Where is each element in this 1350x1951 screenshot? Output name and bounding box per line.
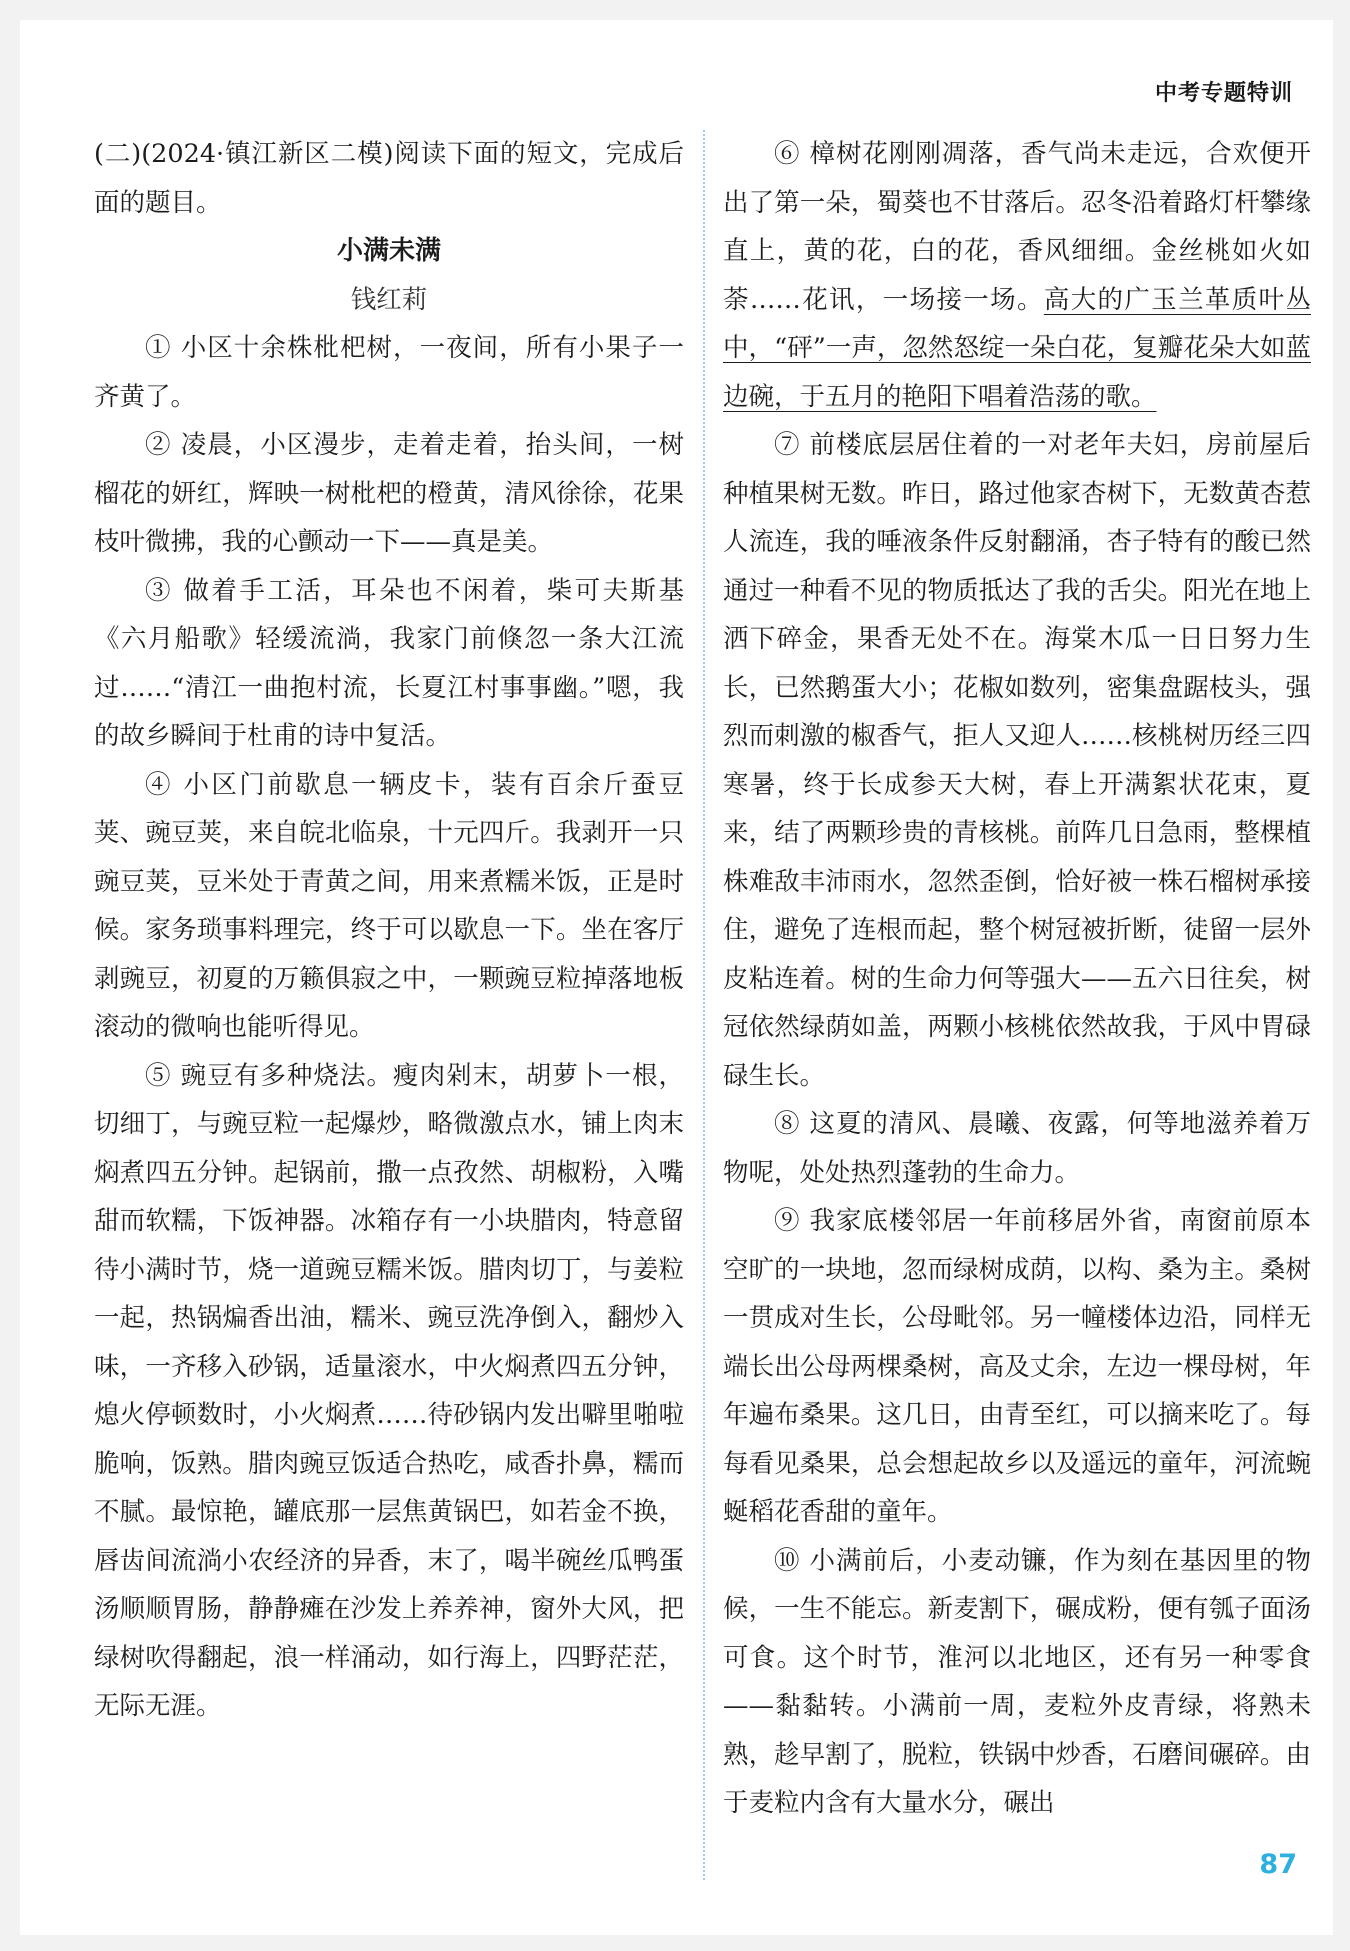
paragraph-6-text: ⑥ 樟树花刚刚凋落，香气尚未走远，合欢便开出了第一朵，蜀葵也不甘落后。忍冬沿着路灯杆攀缘直上，黄的花，白的花，香风细细。金丝桃如火如荼……花讯，一场接一场。	[723, 139, 1311, 315]
paragraph-10: ⑩ 小满前后，小麦动镰，作为刻在基因里的物候，一生不能忘。新麦割下，碾成粉，便有瓠子面汤可食。这个时节，淮河以北地区，还有另一种零食——黏黏转。小满前一周，麦粒外皮青绿，将熟未熟，趁早割了，脱粒，铁锅中炒香，石磨间碾碎。由于麦粒内含有大量水分，碾出	[723, 1545, 1311, 1818]
section-title: 中考专题特训	[1154, 81, 1293, 106]
paragraph-7: ⑦ 前楼底层居住着的一对老年夫妇，房前屋后种植果树无数。昨日，路过他家杏树下，无数黄杏惹人流连，我的唾液条件反射翻涌，杏子特有的酸已然通过一种看不见的物质抵达了我的舌尖。阳光在地上洒下碎金，果香无处不在。海棠木瓜一日日努力生长，已然鹅蛋大小；花椒如数列，密集盘踞枝头，强烈而刺激的椒香气，拒人又迎人……核桃树历经三四寒暑，终于长成参天大树，春上开满絮状花束，夏来，结了两颗珍贵的青核桃。前阵几日急雨，整棵植株难敌丰沛雨水，忽然歪倒，恰好被一株石榴树承接住，避免了连根而起，整个树冠被折断，徒留一层外皮粘连着。树的生命力何等强大——五六日往矣，树冠依然绿荫如盖，两颗小核桃依然故我，于风中胃碌碌生长。	[723, 430, 1311, 1091]
story-author: 钱红莉	[350, 284, 428, 315]
paragraph-9: ⑨ 我家底楼邻居一年前移居外省，南窗前原本空旷的一块地，忽而绿树成荫，以构、桑为主。桑树一贯成对生长，公母毗邻。另一幢楼体边沿，同样无端长出公母两棵桑树，高及丈余，左边一棵母树，年年遍布桑果。这几日，由青至红，可以摘来吃了。每每看见桑果，总会想起故乡以及遥远的童年，河流蜿蜒稻花香甜的童年。	[723, 1206, 1311, 1527]
question-intro: (二)(2024·镇江新区二模)阅读下面的短文，完成后面的题目。	[94, 139, 684, 218]
paragraph-6	[723, 130, 1311, 421]
page-number: 87	[1259, 1849, 1297, 1880]
paragraph-4: ④ 小区门前歇息一辆皮卡，装有百余斤蚕豆荚、豌豆荚，来自皖北临泉，十元四斤。我剥开一只豌豆荚，豆米处于青黄之间，用来煮糯米饭，正是时候。家务琐事料理完，终于可以歇息一下。坐在客厅剥豌豆，初夏的万籁俱寂之中，一颗豌豆粒掉落地板滚动的微响也能听得见。	[94, 769, 684, 1042]
right-column	[723, 130, 1311, 1828]
paragraph-3: ③ 做着手工活，耳朵也不闲着，柴可夫斯基《六月船歌》轻缓流淌，我家门前倏忽一条大江流过……“清江一曲抱村流，长夏江村事事幽。”嗯，我的故乡瞬间于杜甫的诗中复活。	[94, 575, 684, 751]
paragraph-8: ⑧ 这夏的清风、晨曦、夜露，何等地滋养着万物呢，处处热烈蓬勃的生命力。	[723, 1109, 1311, 1188]
column-divider	[703, 130, 705, 1880]
paragraph-5: ⑤ 豌豆有多种烧法。瘦肉剁末，胡萝卜一根，切细丁，与豌豆粒一起爆炒，略微激点水，铺上肉末焖煮四五分钟。起锅前，撒一点孜然、胡椒粉，入嘴甜而软糯，下饭神器。冰箱存有一小块腊肉，特意留待小满时节，烧一道豌豆糯米饭。腊肉切丁，与姜粒一起，热锅煸香出油，糯米、豌豆洗净倒入，翻炒入味，一齐移入砂锅，适量滚水，中火焖煮四五分钟，熄火停顿数时，小火焖煮……待砂锅内发出噼里啪啦脆响，饭熟。腊肉豌豆饭适合热吃，咸香扑鼻，糯而不腻。最惊艳，罐底那一层焦黄锅巴，如若金不换，唇齿间流淌小农经济的异香，末了，喝半碗丝瓜鸭蛋汤顺顺胃肠，静静瘫在沙发上养养神，窗外大风，把绿树吹得翻起，浪一样涌动，如行海上，四野茫茫，无际无涯。	[94, 1060, 684, 1721]
underlined-sentence: 高大的广玉兰革质叶丛中，“砰”一声，忽然怒绽一朵白花，复瓣花朵大如蓝边碗，于五月的艳阳下唱着浩荡的歌。	[723, 284, 1311, 412]
paragraph-1: ① 小区十余株枇杷树，一夜间，所有小果子一齐黄了。	[94, 333, 684, 412]
page	[20, 20, 1333, 1935]
paragraph-2: ② 凌晨，小区漫步，走着走着，抬头间，一树榴花的妍红，辉映一树枇杷的橙黄，清风徐徐，花果枝叶微拂，我的心颤动一下——真是美。	[94, 430, 684, 557]
left-column	[94, 130, 684, 1731]
story-title: 小满未满	[336, 236, 441, 266]
